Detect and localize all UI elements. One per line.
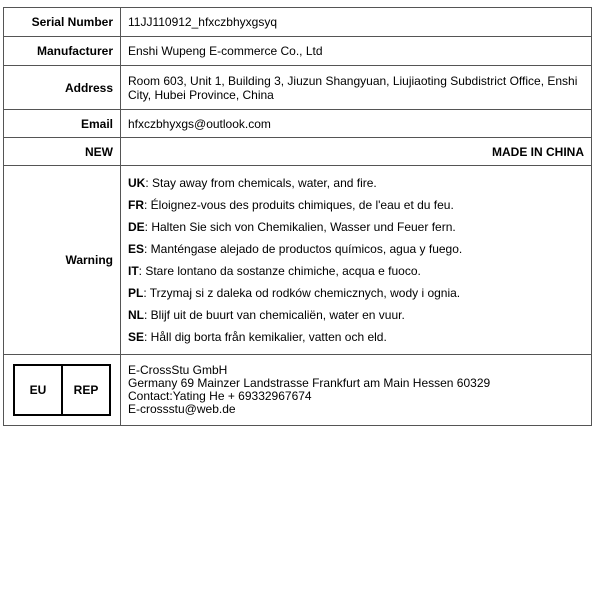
warning-text: : Håll dig borta från kemikalier, vatten och eld.: [144, 330, 387, 344]
lang-code: ES: [128, 242, 145, 256]
lang-code: DE: [128, 220, 145, 234]
address-value: Room 603, Unit 1, Building 3, Jiuzun Shangyuan, Liujiaoting Subdistrict Office, Enshi City, Hubei Province, China: [121, 66, 592, 110]
warning-line-pl: [128, 282, 584, 304]
manufacturer-label: Manufacturer: [4, 37, 121, 66]
eu-rep-company: E-CrossStu GmbH: [128, 363, 228, 377]
eu-badge-text: EU: [29, 383, 47, 397]
serial-number-label: Serial Number: [4, 8, 121, 37]
lang-code: SE: [128, 330, 145, 344]
warning-line-es: [128, 238, 584, 260]
made-in-china-text: MADE IN CHINA: [121, 138, 592, 166]
lang-code: FR: [128, 198, 144, 212]
eu-rep-address: [121, 355, 592, 426]
lang-code: PL: [128, 286, 144, 300]
serial-number-row: [4, 8, 592, 37]
new-label: NEW: [4, 138, 121, 166]
warning-line-it: [128, 260, 584, 282]
eu-rep-badge-cell: [4, 355, 121, 426]
warning-text: : Manténgase alejado de productos químicos, agua y fuego.: [144, 242, 463, 256]
warning-row: [4, 166, 592, 355]
warning-line-se: [128, 326, 584, 348]
warning-line-uk: [128, 172, 584, 194]
manufacturer-row: [4, 37, 592, 66]
warning-label: Warning: [4, 166, 121, 355]
warning-list: [121, 166, 592, 355]
warning-text: : Éloignez-vous des produits chimiques, de l'eau et du feu.: [144, 198, 454, 212]
lang-code: UK: [128, 176, 146, 190]
product-label-table: [3, 7, 592, 426]
email-label: Email: [4, 110, 121, 138]
eu-rep-badge: [13, 364, 111, 416]
eu-rep-email: E-crossstu@web.de: [128, 402, 236, 416]
manufacturer-value: Enshi Wupeng E-commerce Co., Ltd: [121, 37, 592, 66]
warning-line-de: [128, 216, 584, 238]
new-row: [4, 138, 592, 166]
warning-line-nl: [128, 304, 584, 326]
email-value: hfxczbhyxgs@outlook.com: [121, 110, 592, 138]
warning-text: : Trzymaj si z daleka od rodków chemicznych, wody i ognia.: [143, 286, 461, 300]
warning-text: : Blijf uit de buurt van chemicaliën, water en vuur.: [144, 308, 405, 322]
lang-code: IT: [128, 264, 139, 278]
eu-rep-street: Germany 69 Mainzer Landstrasse Frankfurt am Main Hessen 60329: [128, 376, 491, 390]
serial-number-value: 11JJ110912_hfxczbhyxgsyq: [121, 8, 592, 37]
email-row: [4, 110, 592, 138]
eu-rep-contact: Contact:Yating He + 69332967674: [128, 389, 312, 403]
rep-badge-text: REP: [61, 366, 109, 414]
warning-text: : Halten Sie sich von Chemikalien, Wasser und Feuer fern.: [144, 220, 456, 234]
address-row: [4, 66, 592, 110]
warning-text: : Stare lontano da sostanze chimiche, acqua e fuoco.: [138, 264, 421, 278]
warning-line-fr: [128, 194, 584, 216]
address-label: Address: [4, 66, 121, 110]
warning-text: : Stay away from chemicals, water, and fire.: [145, 176, 377, 190]
eu-rep-row: [4, 355, 592, 426]
lang-code: NL: [128, 308, 144, 322]
